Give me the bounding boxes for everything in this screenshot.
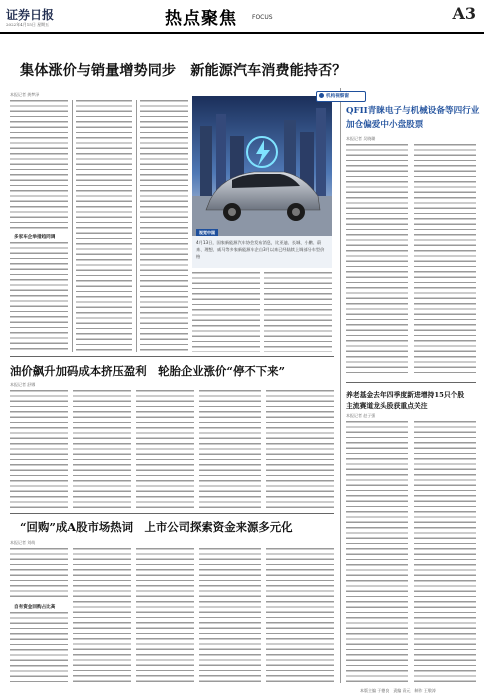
photo-caption-box [192,236,332,268]
lead-body-col-4 [192,272,260,352]
story2-body-col-1 [10,390,68,510]
column-rule [72,100,73,352]
lead-body-col-1b [10,242,68,352]
sidebar-story-a-col-2 [414,144,476,376]
ev-photo [192,96,332,236]
story2-headline: 油价飙升加码成本挤压盈利 轮胎企业涨价“停不下来” [10,364,286,378]
sidebar-rule [340,88,341,683]
lead-byline: 本报记者 龚梦泽 [10,92,40,97]
lead-headline: 集体涨价与销量增势同步 新能源汽车消费能持否？ [20,63,347,79]
photo-caption: 4月13日，国家新能源汽车协会发布消息，比亚迪、长城、小鹏、蔚来、理想、威马等多家新能源车企自3月以来已经陆续上调部分车型价格 [196,240,325,259]
lead-body-col-2 [76,100,132,352]
story-divider [10,356,334,357]
story3-headline: “回购”成A股市场热词 上市公司探索资金来源多元化 [20,520,293,534]
sidebar-story-a-byline: 本报记者 吴晓璐 [346,136,376,141]
sidebar-story-a-col-1 [346,144,408,376]
story2-body-col-3 [136,390,194,510]
story3-body-col-1 [10,548,68,600]
story3-subhead: 自有资金回购占比高 [14,605,56,610]
banner-dot-icon [319,93,324,98]
sidebar-story-b-col-1 [346,421,408,684]
story2-body-col-4 [199,390,261,510]
lead-body-col-1 [10,100,68,230]
story-divider [10,513,334,514]
story2-body-col-5 [266,390,334,510]
masthead-rule [0,32,484,34]
sidebar-divider [346,382,476,383]
section-title: 热点聚焦 [165,9,237,29]
sidebar-story-b-col-2 [414,421,476,684]
page-footer: 本版主编 于德良 责编 袁元 制作 王敬涛 [360,688,436,693]
issue-date: 2022年4月15日 星期五 [6,22,50,27]
masthead-logo: 证券日报 [6,8,55,22]
story3-body-col-1b [10,612,68,684]
story2-byline: 本报记者 舒娜 [10,382,36,387]
section-title-en: FOCUS [252,14,273,21]
sidebar-story-a-headline: QFII青睐电子与机械设备等四行业 [346,106,480,116]
sidebar-banner-label: 机构视察窗 [326,93,349,99]
story3-body-col-5 [266,548,334,684]
sidebar-story-b-headline-2: 主流赛道龙头股获重点关注 [346,402,428,410]
lead-body-col-3 [140,100,188,352]
lead-subhead: 多家车企举措趋同调 [14,235,56,240]
photo-tag: 视觉中国 [196,229,218,237]
lead-body-col-5 [264,272,332,352]
story3-body-col-2 [73,548,131,684]
column-rule [136,100,137,352]
story3-body-col-4 [199,548,261,684]
story2-body-col-2 [73,390,131,510]
story3-byline: 本报记者 刘萌 [10,540,36,545]
page-number: A3 [452,4,476,23]
sidebar-story-b-byline: 本报记者 赵子强 [346,413,376,418]
story3-body-col-3 [136,548,194,684]
sidebar-story-a-headline-2: 加仓偏爱中小盘股票 [346,120,424,130]
sidebar-story-b-headline: 养老基金去年四季度新进增持15只个股 [346,391,465,399]
